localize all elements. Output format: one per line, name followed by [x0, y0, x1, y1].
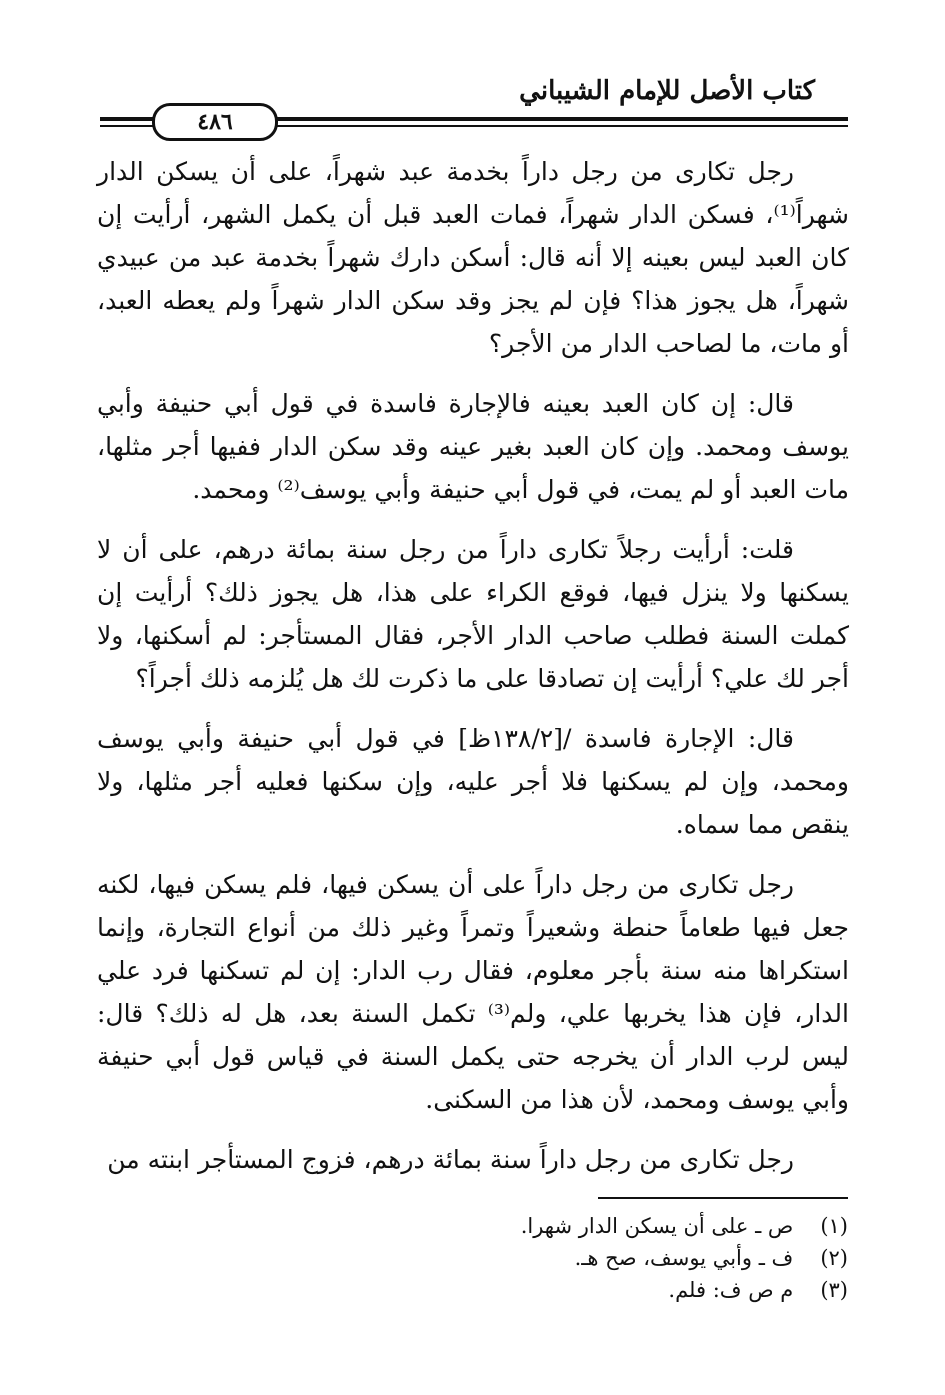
- footnotes: [348, 1210, 848, 1306]
- paragraph: رجل تكارى من رجل داراً سنة بمائة درهم، فزوج المستأجر ابنته من: [107, 1145, 794, 1174]
- footnote: [348, 1210, 848, 1242]
- paragraph: قال: إن كان العبد بعينه فالإجارة فاسدة في قول أبي حنيفة وأبي يوسف ومحمد. وإن كان العبد بغير عينه وقد سكن الدار ففيها أجر مثلها، مات العبد أو لم يمت، في قول أبي حنيفة وأبي يوسف⁽²⁾ ومحمد.: [97, 389, 849, 504]
- footnote-separator: [598, 1197, 848, 1199]
- footnote-number: (١): [820, 1214, 848, 1238]
- body-text: [97, 150, 849, 1181]
- footnote-number: (٢): [820, 1246, 848, 1270]
- book-title: كتاب الأصل للإمام الشيباني: [519, 76, 815, 106]
- footnote-text: ف ـ وأبي يوسف، صح هـ.: [574, 1246, 794, 1270]
- paragraph: قلت: أرأيت رجلاً تكارى داراً من رجل سنة بمائة درهم، على أن لا يسكنها ولا ينزل فيها، فوقع الكراء على هذا، هل يجوز ذلك؟ أرأيت إن كملت السنة فطلب صاحب الدار الأجر، فقال المستأجر: لم أسكنها، ولا أجر لك علي؟ أرأيت إن تصادقا على ما ذكرت لك هل يُلزمه ذلك أجراً؟: [97, 535, 849, 693]
- footnote-text: ص ـ على أن يسكن الدار شهرا.: [520, 1214, 794, 1238]
- footnote: [348, 1242, 848, 1274]
- paragraph: رجل تكارى من رجل داراً على أن يسكن فيها، فلم يسكن فيها، لكنه جعل فيها طعاماً حنطة وشعيراً وتمراً وغير ذلك من أنواع التجارة، وإنما استكراها منه سنة بأجر معلوم، فقال رب الدار: إن لم تسكنها فرد علي الدار، فإن هذا يخربها علي، ولم⁽³⁾ تكمل السنة بعد، هل له ذلك؟ قال: ليس لرب الدار أن يخرجه حتى يكمل السنة في قياس قول أبي حنيفة وأبي يوسف ومحمد، لأن هذا من السكنى.: [97, 870, 849, 1114]
- footnote-text: م ص ف: فلم.: [668, 1278, 794, 1302]
- footnote-number: (٣): [820, 1278, 848, 1302]
- paragraph: قال: الإجارة فاسدة /[١٣٨/٢ظ] في قول أبي حنيفة وأبي يوسف ومحمد، وإن لم يسكنها فلا أجر عليه، وإن سكنها فعليه أجر مثلها، ولا ينقص مما سماه.: [97, 724, 849, 839]
- page-number: ٤٨٦: [152, 103, 278, 141]
- paragraph: رجل تكارى من رجل داراً بخدمة عبد شهراً، على أن يسكن الدار شهراً⁽¹⁾، فسكن الدار شهراً، فمات العبد قبل أن يكمل الشهر، أرأيت إن كان العبد ليس بعينه إلا أنه قال: أسكن دارك شهراً بخدمة عبد من عبيدي شهراً، هل يجوز هذا؟ فإن لم يجز وقد سكن الدار شهراً ولم يعطه العبد، أو مات، ما لصاحب الدار من الأجر؟: [97, 157, 849, 358]
- footnote: [348, 1274, 848, 1306]
